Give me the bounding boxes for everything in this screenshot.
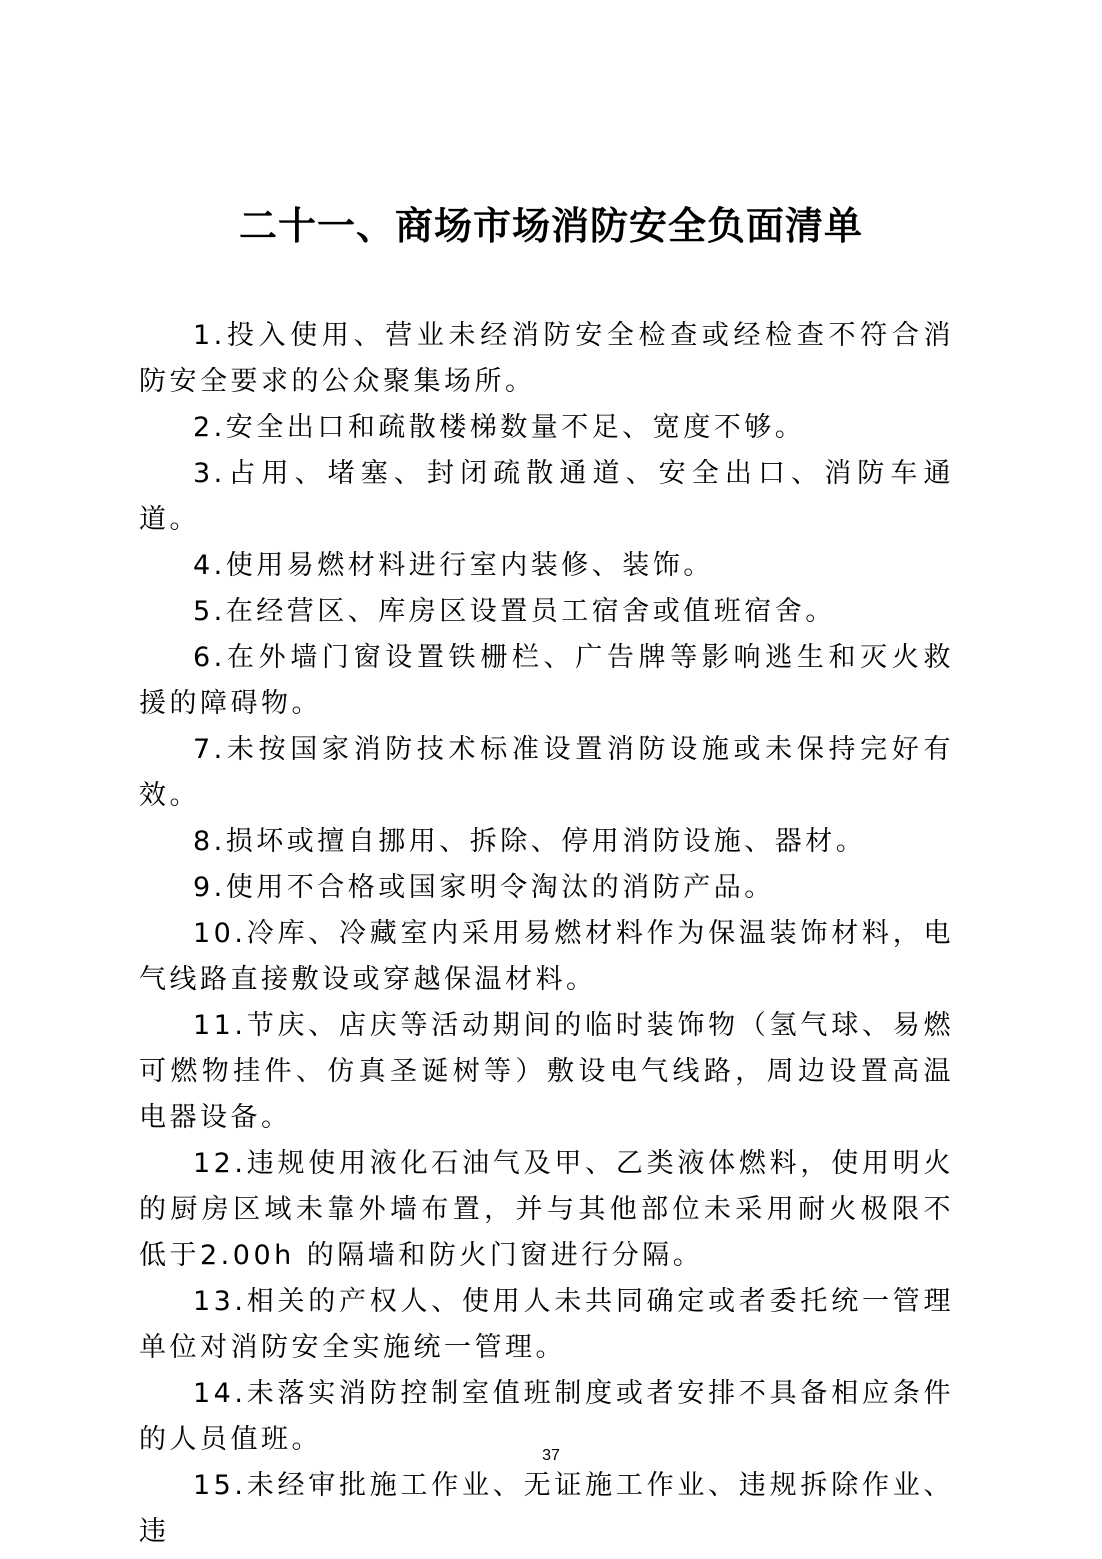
list-item-11: 11.节庆、店庆等活动期间的临时装饰物（氢气球、易燃可燃物挂件、仿真圣诞树等）敷设电气线路，周边设置高温电器设备。 [139,1010,954,1133]
page-title: 二十一、商场市场消防安全负面清单 [238,204,863,248]
list-item-1: 1.投入使用、营业未经消防安全检查或经检查不符合消防安全要求的公众聚集场所。 [139,320,954,397]
list-item-2: 2.安全出口和疏散楼梯数量不足、宽度不够。 [193,412,806,443]
list-item-4: 4.使用易燃材料进行室内装修、装饰。 [193,550,714,581]
list-item-14: 14.未落实消防控制室值班制度或者安排不具备相应条件的人员值班。 [139,1378,954,1455]
page-number: 37 [542,1447,560,1464]
document-body [139,313,954,1555]
list-item-10: 10.冷库、冷藏室内采用易燃材料作为保温装饰材料，电气线路直接敷设或穿越保温材料。 [139,918,954,995]
list-item-12: 12.违规使用液化石油气及甲、乙类液体燃料，使用明火的厨房区域未靠外墙布置，并与其他部位未采用耐火极限不低于2.00h 的隔墙和防火门窗进行分隔。 [139,1148,954,1271]
list-item-5: 5.在经营区、库房区设置员工宿舍或值班宿舍。 [193,596,836,627]
list-item-6: 6.在外墙门窗设置铁栅栏、广告牌等影响逃生和灭火救援的障碍物。 [139,642,954,719]
list-item-3: 3.占用、堵塞、封闭疏散通道、安全出口、消防车通道。 [139,458,954,535]
list-item-8: 8.损坏或擅自挪用、拆除、停用消防设施、器材。 [193,826,867,857]
list-item-15: 15.未经审批施工作业、无证施工作业、违规拆除作业、违 [139,1470,954,1547]
list-item-9: 9.使用不合格或国家明令淘汰的消防产品。 [193,872,775,903]
list-item-13: 13.相关的产权人、使用人未共同确定或者委托统一管理单位对消防安全实施统一管理。 [139,1286,954,1363]
list-item-7: 7.未按国家消防技术标准设置消防设施或未保持完好有效。 [139,734,954,811]
